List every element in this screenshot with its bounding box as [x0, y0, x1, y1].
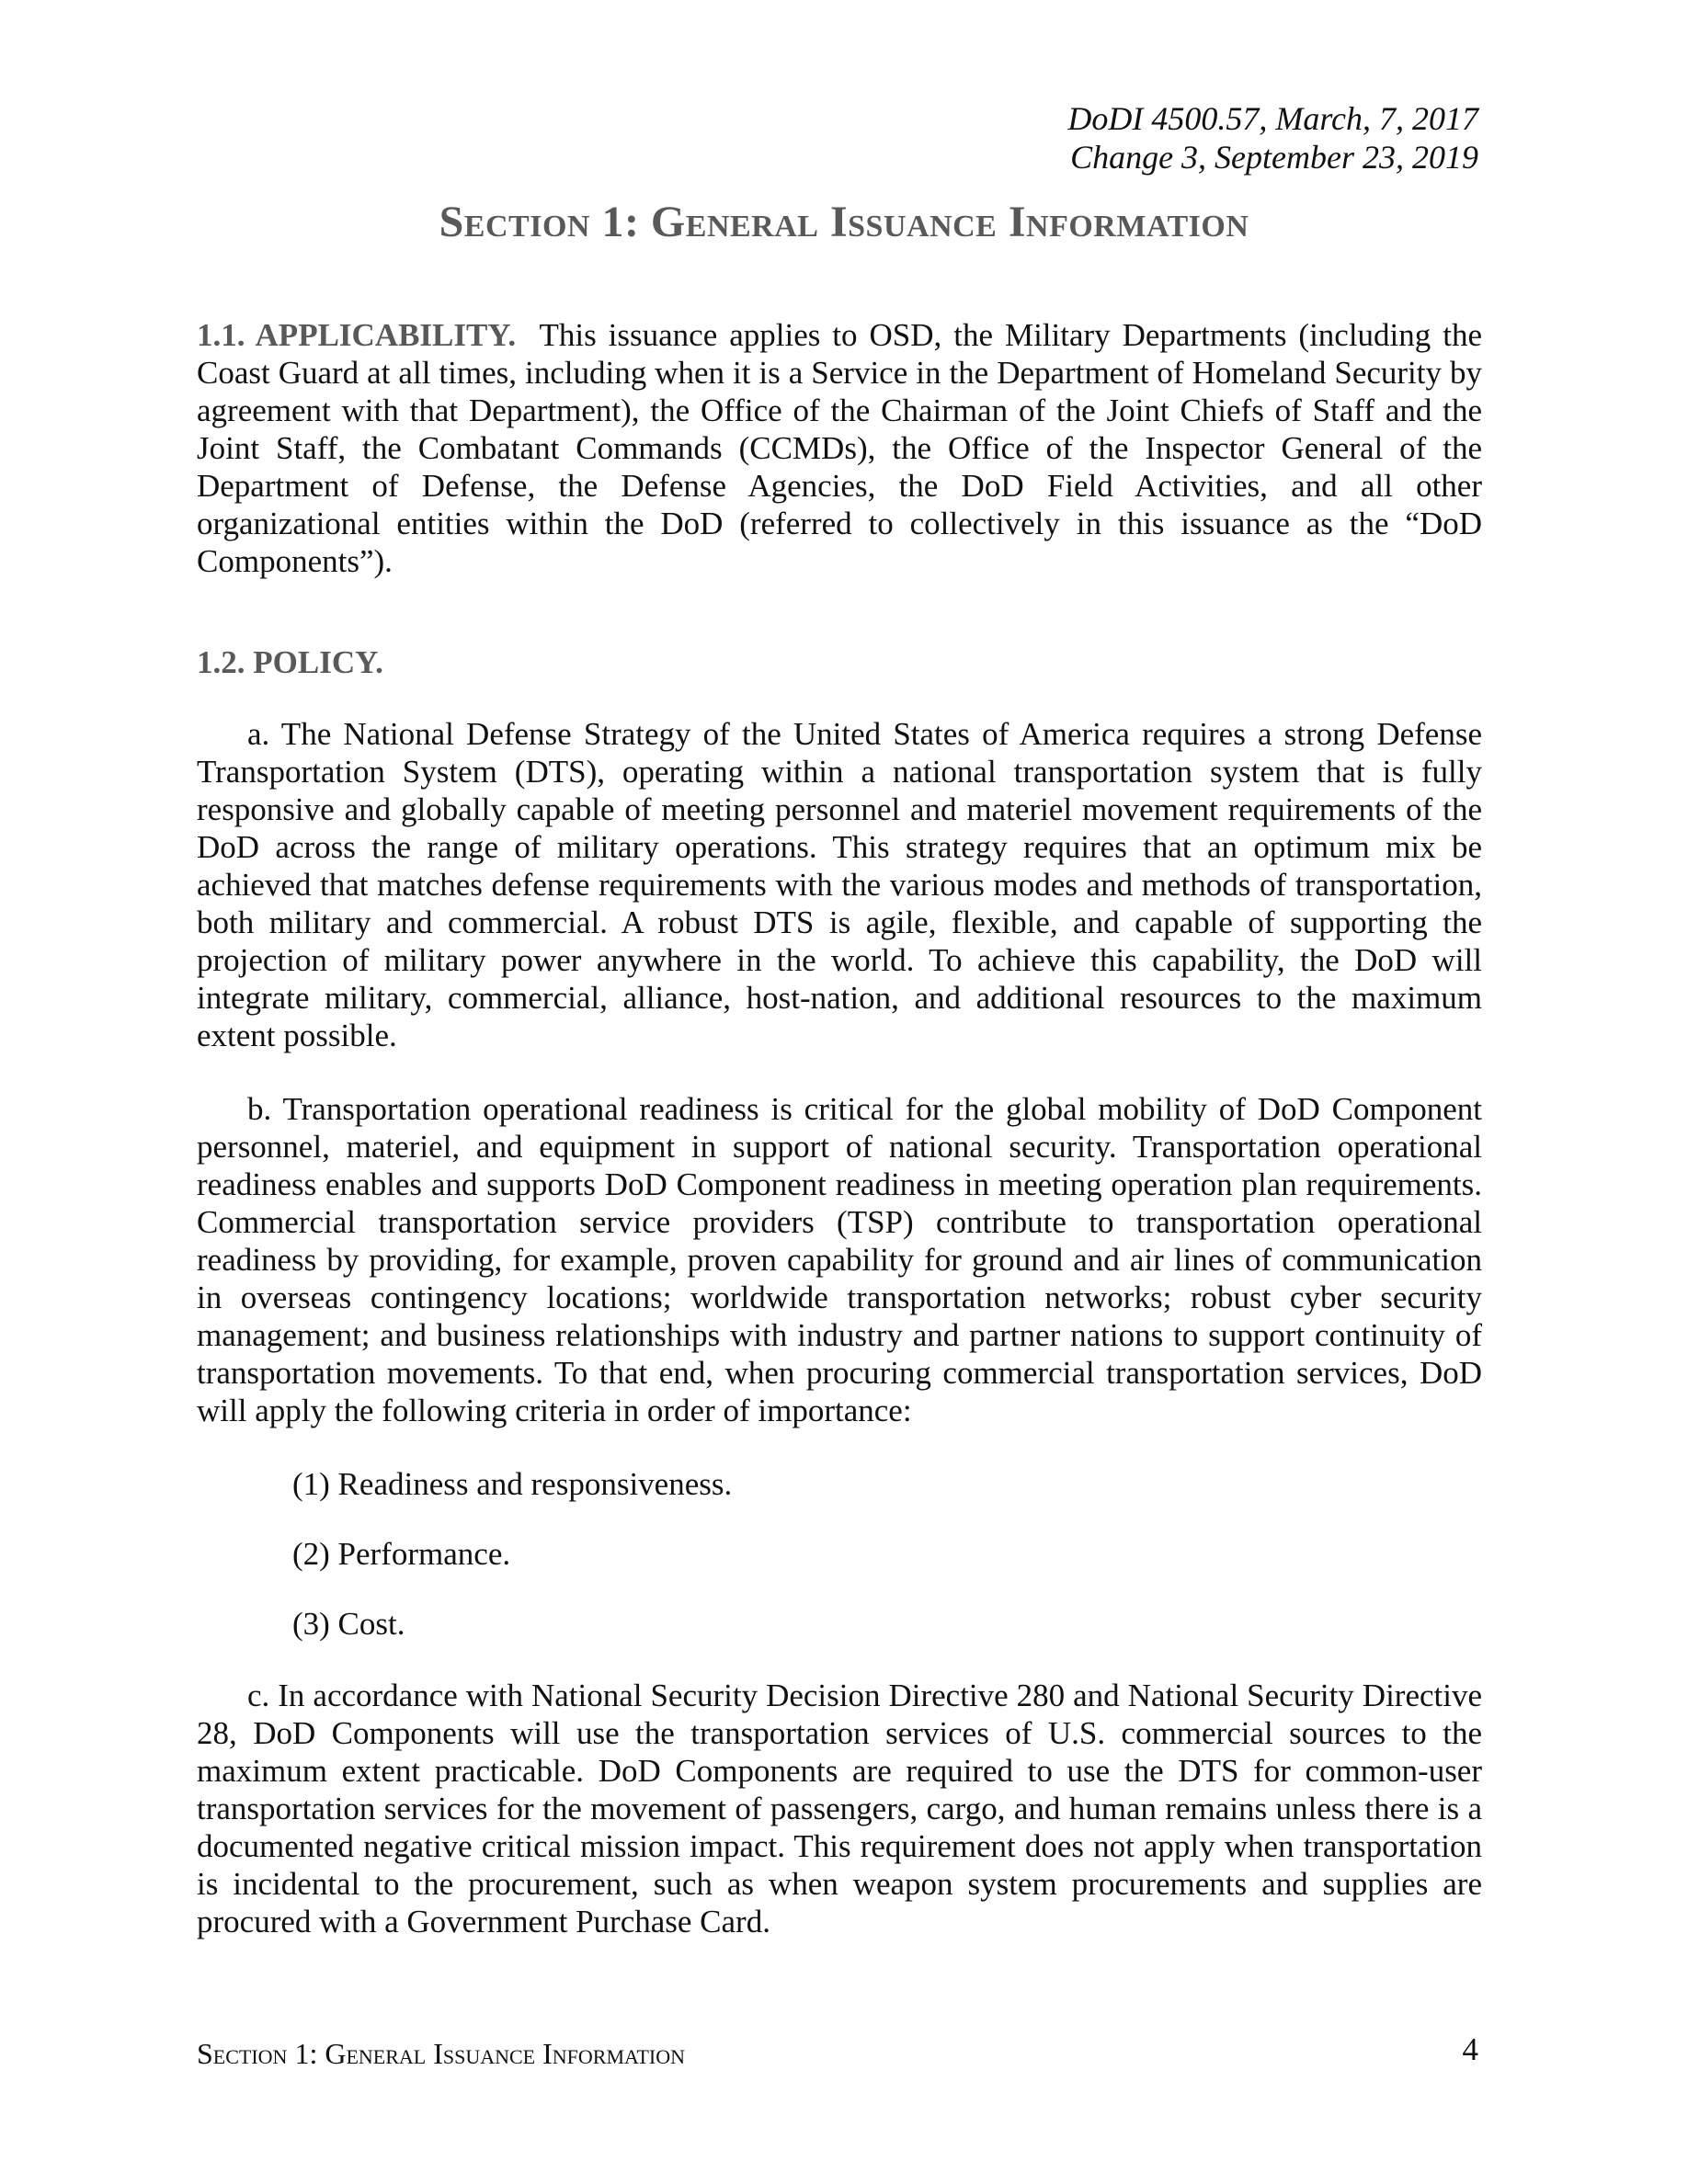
policy-paragraph-c-block: [197, 1677, 1482, 1940]
policy-paragraph-a: a. The National Defense Strategy of the United States of America requires a strong Defense Transportation System (DTS), operating within a national transportation system that is fully responsive and globally capable of meeting personnel and materiel movement requirements of the DoD across the range of military operations. This strategy requires that an optimum mix be achieved that matches defense requirements with the various modes and methods of transportation, both military and commercial. A robust DTS is agile, flexible, and capable of supporting the projection of military power anywhere in the world. To achieve this capability, the DoD will integrate military, commercial, alliance, host-nation, and additional resources to the maximum extent possible.: [197, 716, 1482, 1053]
footer-section-title: Section 1: General Issuance Information: [197, 2037, 686, 2070]
footer-page-number: 4: [1462, 2031, 1478, 2067]
document-header: [1067, 99, 1478, 176]
header-change-line: Change 3, September 23, 2019: [1070, 139, 1478, 176]
applicability-text: This issuance applies to OSD, the Military Departments (including the Coast Guard at all times, including when it is a Service in the Department of Homeland Security by agreement with that Department), the Office of the Chairman of the Joint Chiefs of Staff and the Joint Staff, the Combatant Commands (CCMDs), the Office of the Inspector General of the Department of Defense, the Defense Agencies, the DoD Field Activities, and all other organizational entities within the DoD (referred to collectively in this issuance as the “DoD Components”).: [197, 317, 1482, 579]
criteria-list-item-3-block: [197, 1605, 1482, 1643]
policy-paragraph-c: c. In accordance with National Security Decision Directive 280 and National Security Directive 28, DoD Components will use the transportation services of U.S. commercial sources to the maximum extent practicable. DoD Components are required to use the DTS for common-user transportation services for the movement of passengers, cargo, and human remains unless there is a documented negative critical mission impact. This requirement does not apply when transportation is incidental to the procurement, such as when weapon system procurements and supplies are procured with a Government Purchase Card.: [197, 1678, 1482, 1939]
section-1-1: [197, 316, 1482, 580]
criteria-list-item: (1) Readiness and responsiveness.: [292, 1466, 733, 1502]
header-issuance-line: DoDI 4500.57, March, 7, 2017: [1067, 100, 1478, 137]
policy-heading: 1.2. POLICY.: [197, 644, 383, 680]
criteria-list-item-1-block: [197, 1465, 1482, 1503]
applicability-heading: 1.1. APPLICABILITY.: [197, 317, 517, 353]
policy-paragraph-a-block: [197, 715, 1482, 1054]
criteria-list-item-2-block: [197, 1535, 1482, 1573]
policy-paragraph-b-block: [197, 1090, 1482, 1429]
section-1-2-heading-block: [197, 643, 1482, 681]
policy-paragraph-b: b. Transportation operational readiness is critical for the global mobility of DoD Component personnel, materiel, and equipment in support of national security. Transportation operational readiness enables and supports DoD Component readiness in meeting operation plan requirements. Commercial transportation service providers (TSP) contribute to transportation operational readiness by providing, for example, proven capability for ground and air lines of communication in overseas contingency locations; worldwide transportation networks; robust cyber security management; and business relationships with industry and partner nations to support continuity of transportation movements. To that end, when procuring commercial transportation services, DoD will apply the following criteria in order of importance:: [197, 1091, 1482, 1428]
criteria-list-item: (3) Cost.: [292, 1606, 405, 1642]
criteria-list-item: (2) Performance.: [292, 1536, 511, 1572]
section-title: Section 1: General Issuance Information: [439, 198, 1249, 246]
applicability-paragraph: [197, 316, 1482, 580]
